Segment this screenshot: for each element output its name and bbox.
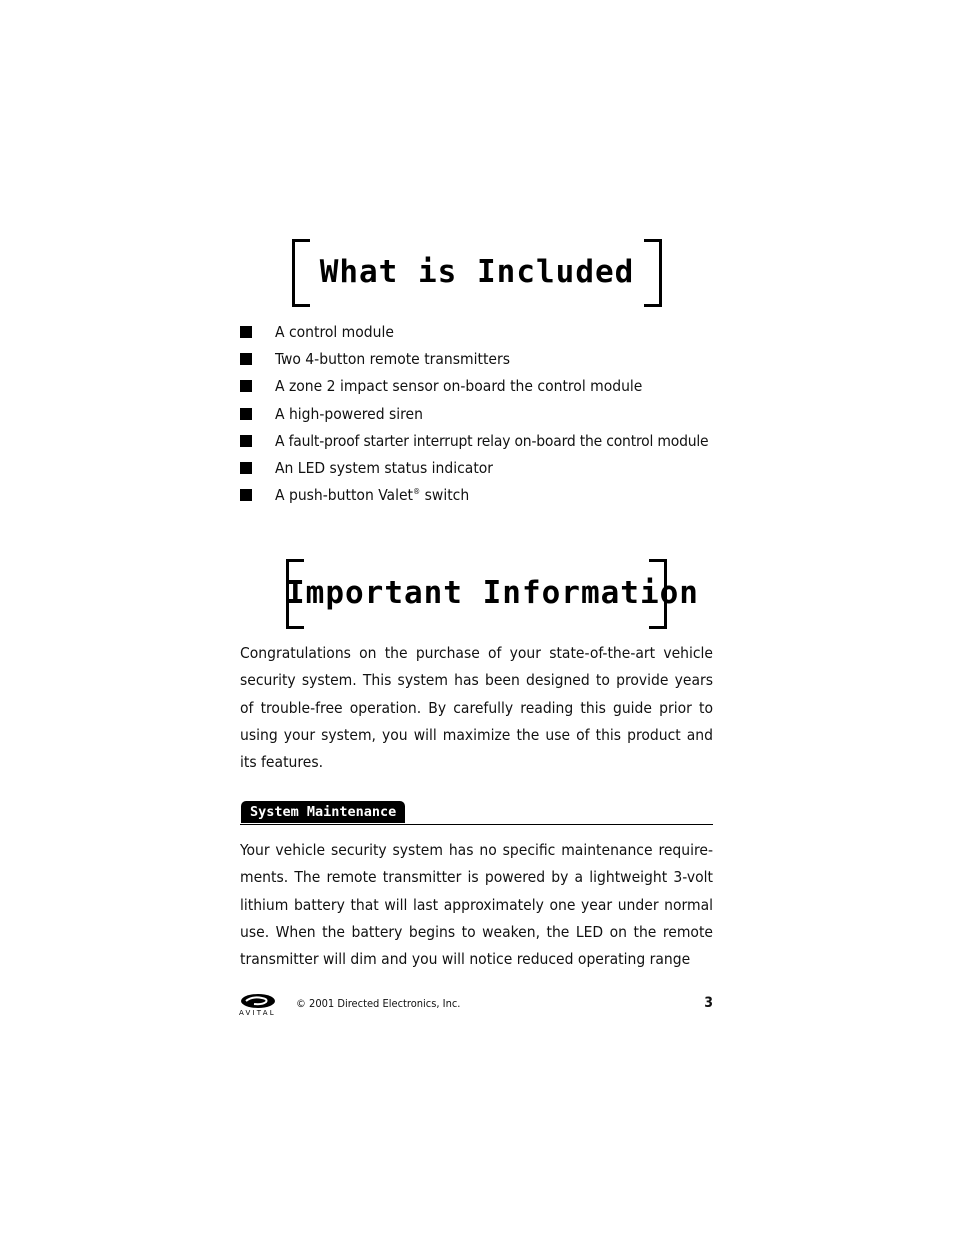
list-item: [240, 401, 720, 428]
avital-logo-icon: [238, 993, 286, 1017]
right-bracket: [644, 239, 662, 307]
included-list: [240, 319, 720, 509]
valet-text: A push-button Valet: [275, 486, 414, 505]
list-item-text: [275, 482, 469, 509]
list-item: [240, 373, 720, 400]
valet-suffix: switch: [420, 486, 470, 505]
important-title-block: [286, 559, 699, 629]
list-item-text: An LED system status indicator: [275, 458, 494, 477]
maintenance-tab-label: System Maintenance: [241, 801, 405, 823]
list-item-text: Two 4-button remote transmitters: [275, 350, 511, 369]
logo-wordmark: AVITAL: [239, 1009, 276, 1017]
list-item: [240, 482, 720, 509]
square-bullet-icon: [240, 489, 252, 501]
list-item: [240, 428, 720, 455]
square-bullet-icon: [240, 380, 252, 392]
copyright-text: © 2001 Directed Electronics, Inc.: [296, 997, 461, 1010]
list-item-text: A zone 2 impact sensor on-board the control module: [275, 377, 643, 396]
list-item-text: A control module: [275, 323, 394, 341]
included-title-block: [292, 239, 662, 307]
list-item-text: A fault-proof starter interrupt relay on-board the control module: [275, 431, 709, 450]
page-number: 3: [704, 995, 713, 1011]
important-heading: Important Information: [286, 575, 699, 611]
square-bullet-icon: [240, 326, 252, 338]
square-bullet-icon: [240, 462, 252, 474]
square-bullet-icon: [240, 353, 252, 365]
included-heading: What is Included: [319, 254, 635, 290]
square-bullet-icon: [240, 408, 252, 420]
right-bracket: [649, 559, 667, 629]
list-item-text: A high-powered siren: [275, 404, 423, 423]
square-bullet-icon: [240, 435, 252, 447]
list-item: [240, 455, 720, 482]
avital-logo-graphic: [238, 993, 286, 1017]
registered-mark: ®: [413, 486, 421, 496]
list-item: [240, 319, 720, 346]
maintenance-paragraph: Your vehicle security system has no specific maintenance require-ments. The remote transmitter is powered by a lightweight 3-volt lithium battery that will last approximately one year under normal use. When the battery begins to weaken, the LED on the remote transmitter will dim and you will notice reduced operating range: [240, 841, 713, 969]
intro-paragraph: Congratulations on the purchase of your state-of-the-art vehicle security system. This system has been designed to provide years of trouble-free operation. By carefully reading this guide prior to using your system, you will maximize the use of this product and its features.: [240, 644, 713, 772]
list-item: [240, 346, 720, 373]
maintenance-section-header: [240, 801, 713, 825]
